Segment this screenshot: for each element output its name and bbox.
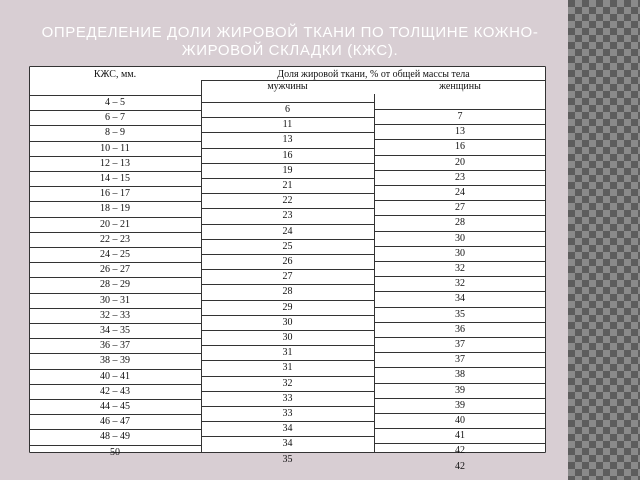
cell-kjs: 12 – 13 [100, 157, 130, 169]
header-men: мужчины [267, 81, 308, 92]
header-kjs: КЖС, мм. [93, 69, 137, 80]
cell-women: 30 [455, 232, 465, 244]
cell-men: 34 [282, 438, 293, 450]
cell-women: 32 [455, 278, 465, 290]
cell-men: 33 [282, 408, 293, 419]
cell-men: 26 [282, 256, 293, 267]
cell-men: 31 [282, 347, 293, 359]
cell-kjs: 40 – 41 [100, 370, 130, 382]
cell-kjs: 6 – 7 [105, 112, 125, 124]
cell-women: 42 [455, 460, 465, 472]
cell-women: 40 [455, 415, 465, 426]
cell-women: 24 [455, 187, 465, 198]
cell-women: 37 [455, 339, 465, 350]
cell-men: 11 [282, 119, 293, 131]
header-women: женщины [439, 81, 481, 92]
cell-men: 27 [282, 271, 293, 283]
cell-men: 30 [282, 332, 293, 343]
cell-women: 42 [455, 445, 465, 457]
cell-men: 25 [282, 240, 293, 252]
cell-women: 36 [455, 323, 465, 335]
cell-kjs: 36 – 37 [100, 340, 130, 352]
cell-kjs: 34 – 35 [100, 325, 130, 336]
cell-kjs: 32 – 33 [100, 309, 130, 321]
cell-women: 32 [455, 263, 465, 274]
cell-men: 23 [282, 210, 293, 222]
cell-men: 33 [282, 392, 293, 404]
cell-kjs: 10 – 11 [100, 142, 130, 154]
cell-kjs: 30 – 31 [100, 294, 130, 306]
cell-women: 34 [455, 293, 465, 305]
cell-women: 30 [455, 247, 465, 259]
cell-kjs: 42 – 43 [100, 385, 130, 397]
decorative-pattern-strip [568, 0, 640, 480]
slide-title: ОПРЕДЕЛЕНИЕ ДОЛИ ЖИРОВОЙ ТКАНИ ПО ТОЛЩИНЕ КОЖНО-ЖИРОВОЙ СКЛАДКИ (КЖС). [41, 24, 539, 59]
cell-women: 7 [457, 111, 463, 122]
cell-women: 23 [455, 171, 465, 183]
cell-women: 20 [455, 156, 465, 168]
cell-men: 16 [282, 149, 293, 161]
header-fat-share: Доля жировой ткани, % от общей массы тела [277, 69, 470, 80]
cell-men: 13 [282, 134, 293, 146]
cell-kjs: 26 – 27 [100, 264, 130, 276]
cell-women: 41 [455, 430, 465, 442]
cell-women: 39 [455, 384, 465, 396]
cell-kjs: 22 – 23 [100, 233, 130, 245]
cell-men: 6 [285, 104, 290, 115]
cell-men: 35 [282, 453, 293, 465]
cell-kjs: 48 – 49 [100, 431, 130, 443]
fat-table [29, 66, 546, 472]
cell-men: 30 [282, 316, 293, 328]
cell-women: 16 [455, 141, 465, 153]
cell-women: 39 [455, 399, 465, 411]
cell-kjs: 46 – 47 [100, 416, 130, 428]
cell-kjs: 8 – 9 [105, 127, 125, 139]
cell-kjs: 24 – 25 [100, 249, 130, 260]
cell-men: 28 [282, 286, 293, 298]
cell-kjs: 14 – 15 [100, 173, 130, 184]
cell-men: 22 [282, 195, 293, 207]
cell-women: 37 [455, 354, 465, 366]
cell-men: 31 [282, 362, 293, 374]
cell-kjs: 50 [110, 446, 120, 458]
cell-kjs: 38 – 39 [100, 355, 130, 367]
cell-kjs: 4 – 5 [105, 97, 125, 108]
cell-kjs: 16 – 17 [100, 188, 130, 200]
cell-women: 38 [455, 369, 465, 381]
cell-women: 27 [455, 202, 465, 214]
cell-women: 28 [455, 217, 465, 229]
cell-kjs: 20 – 21 [100, 218, 130, 230]
cell-men: 21 [282, 180, 293, 191]
cell-women: 35 [455, 308, 465, 320]
cell-men: 32 [282, 377, 293, 389]
cell-men: 19 [282, 164, 293, 176]
cell-kjs: 44 – 45 [100, 401, 130, 412]
cell-men: 29 [282, 301, 293, 313]
cell-kjs: 28 – 29 [100, 279, 130, 291]
cell-kjs: 18 – 19 [100, 203, 130, 215]
cell-women: 13 [455, 126, 465, 138]
cell-men: 24 [282, 225, 293, 237]
cell-men: 34 [282, 423, 293, 435]
